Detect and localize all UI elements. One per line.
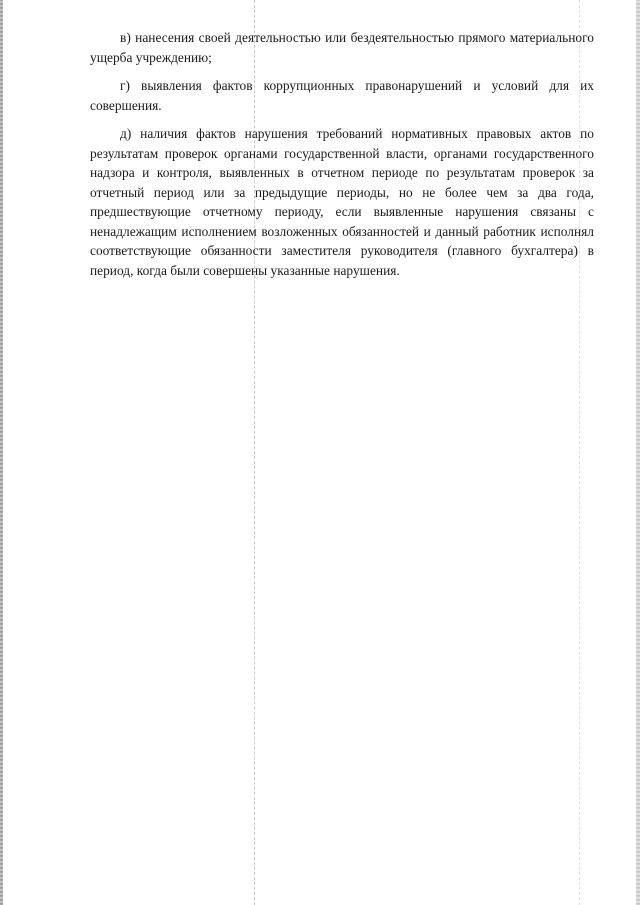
document-page	[90, 28, 594, 289]
scan-edge-right	[636, 0, 640, 905]
scan-edge-left	[0, 0, 3, 905]
paragraph-d: д) наличия фактов нарушения требований нормативных правовых актов по результатам проверок органами государственной власти, органами государственного надзора и контроля, выявленных в отчетном периоде по результатам проверок за отчетный период или за предыдущие периоды, но не более чем за два года, предшествующие отчетному периоду, если выявленные нарушения связаны с ненадлежащим исполнением возложенных обязанностей и данный работник исполнял соответствующие обязанности заместителя руководителя (главного бухгалтера) в период, когда были совершены указанные нарушения.	[90, 126, 594, 278]
paragraph-v: в) нанесения своей деятельностью или бездеятельностью прямого материального ущерба учреждению;	[90, 30, 594, 65]
paragraph-g: г) выявления фактов коррупционных правонарушений и условий для их совершения.	[90, 78, 594, 113]
